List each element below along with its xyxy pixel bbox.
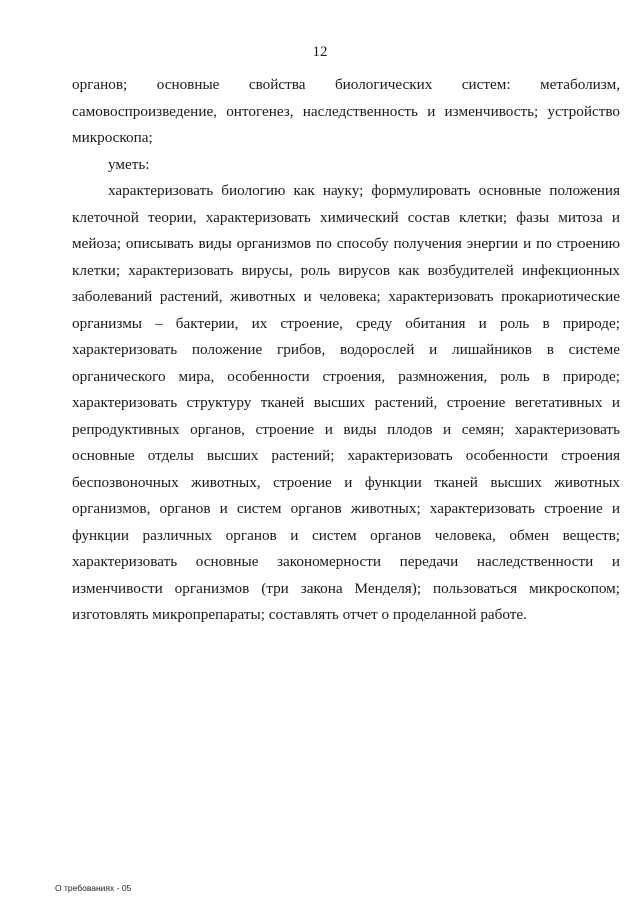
footer-label: О требованиях - 05 xyxy=(55,883,132,893)
paragraph-continuation: органов; основные свойства биологических систем: метаболизм, самовоспроизведение, онтогенез, наследственность и изменчивость; устройство микроскопа; xyxy=(72,76,620,146)
document-body xyxy=(72,72,620,629)
page-number: 12 xyxy=(312,44,328,60)
paragraph-skills-list: характеризовать биологию как науку; формулировать основные положения клеточной теории, характеризовать химический состав клетки; фазы митоза и мейоза; описывать виды организмов по способу получения энергии и по строению клетки; характеризовать вирусы, роль вирусов как возбудителей инфекционных заболеваний растений, животных и человека; характеризовать прокариотические организмы – бактерии, их строение, среду обитания и роль в природе; характеризовать положение грибов, водорослей и лишайников в системе органического мира, особенности строения, размножения, роль в природе; характеризовать структуру тканей высших растений, строение вегетативных и репродуктивных органов, строение и виды плодов и семян; характеризовать основные отделы высших растений; характеризовать особенности строения беспозвоночных животных, строение и функции тканей высших животных организмов, органов и систем органов животных; характеризовать строение и функции различных органов и систем органов человека, обмен веществ; характеризовать основные закономерности передачи наследственности и изменчивости организмов (три закона Менделя); пользоваться микроскопом; изготовлять микропрепараты; составлять отчет о проделанной работе. xyxy=(72,182,620,623)
paragraph-skills-heading: уметь: xyxy=(108,155,150,173)
